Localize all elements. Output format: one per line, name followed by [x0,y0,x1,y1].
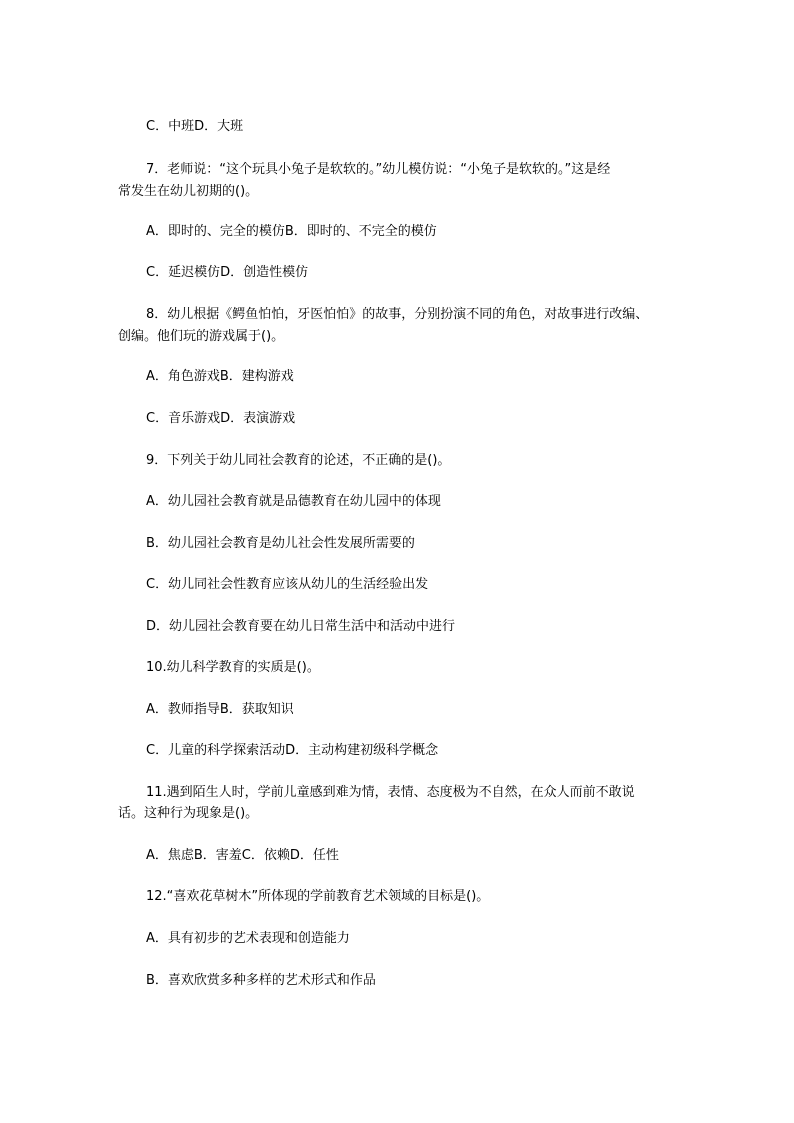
question-7-line-2: 常发生在幼儿初期的()。 [118,184,259,199]
option-line: C．儿童的科学探索活动D．主动构建初级科学概念 [146,743,439,758]
option-line: C．音乐游戏D．表演游戏 [146,411,296,426]
option-line: B．幼儿园社会教育是幼儿社会性发展所需要的 [146,536,415,551]
question-11-line-2: 话。这种行为现象是()。 [118,806,259,821]
option-line: B．喜欢欣赏多种多样的艺术形式和作品 [146,973,376,988]
option-line: A．具有初步的艺术表现和创造能力 [146,931,350,946]
option-line: A．即时的、完全的模仿B．即时的、不完全的模仿 [146,224,437,239]
question-12: 12.“喜欢花草树木”所体现的学前教育艺术领域的目标是()。 [146,889,490,904]
question-10: 10.幼儿科学教育的实质是()。 [146,660,320,675]
option-line: C．延迟模仿D．创造性模仿 [146,265,309,280]
option-line: C．幼儿同社会性教育应该从幼儿的生活经验出发 [146,577,429,592]
option-line: A．教师指导B．获取知识 [146,702,294,717]
question-7-line-1: 7．老师说：“这个玩具小兔子是软软的。”幼儿模仿说：“小兔子是软软的。”这是经 [146,162,611,177]
question-8-line-2: 创编。他们玩的游戏属于()。 [118,329,285,344]
option-line: A．幼儿园社会教育就是品德教育在幼儿园中的体现 [146,494,441,509]
question-11-line-1: 11.遇到陌生人时，学前儿童感到难为情，表情、态度极为不自然，在众人而前不敢说 [146,785,635,800]
question-8-line-1: 8．幼儿根据《鳄鱼怕怕，牙医怕怕》的故事，分别扮演不同的角色，对故事进行改编、 [146,307,649,322]
option-line: A．焦虑B．害羞C．依赖D．任性 [146,848,339,863]
question-9: 9．下列关于幼儿同社会教育的论述，不正确的是()。 [146,453,451,468]
option-line: A．角色游戏B．建构游戏 [146,369,294,384]
option-line: C．中班D．大班 [146,119,244,134]
option-line: D．幼儿园社会教育要在幼儿日常生活中和活动中进行 [146,619,456,634]
